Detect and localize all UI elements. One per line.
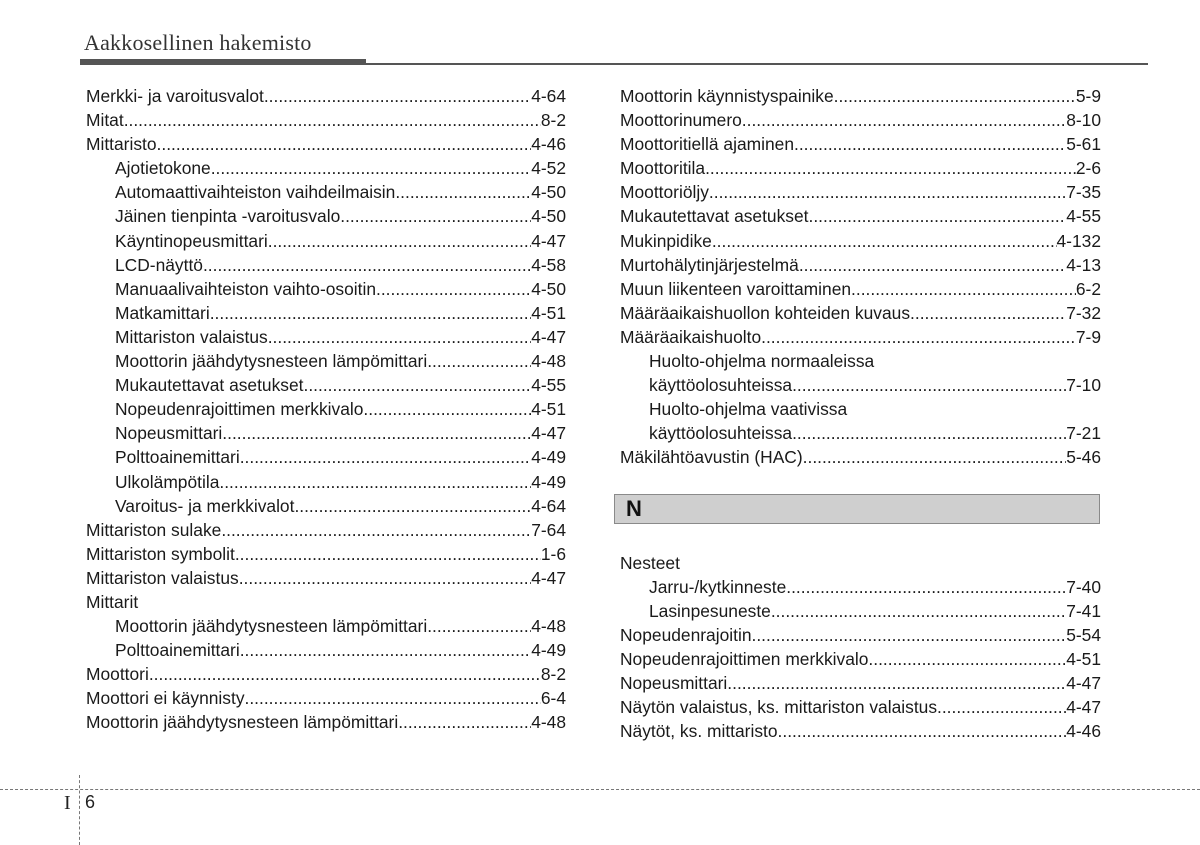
dot-leader [235,542,541,566]
index-entry [620,156,1101,180]
index-page-ref: 4-48 [531,712,566,733]
index-term: Polttoainemittari [115,640,240,661]
dot-leader [834,84,1076,108]
dot-leader [304,373,532,397]
index-page-ref: 7-41 [1066,600,1101,621]
index-subentry [86,373,566,397]
dot-leader [157,132,532,156]
index-term: Mitat [86,110,124,131]
index-entry [620,551,1101,575]
index-page-ref: 4-49 [531,640,566,661]
index-page-ref: 4-64 [531,86,566,106]
header-rule-thick [80,59,366,65]
dot-leader [376,277,531,301]
index-column-right [620,84,1101,743]
index-subentry [86,277,566,301]
index-term: Mukautettavat asetukset [115,375,304,396]
index-page-ref: 4-52 [531,158,566,179]
index-term: Ulkolämpötila [115,471,220,492]
dot-leader [219,470,531,494]
dot-leader [210,301,531,325]
index-subentry [86,470,566,494]
index-page-ref: 4-50 [531,278,566,299]
index-term: Mittariston valaistus [86,567,239,588]
index-page-ref: 4-132 [1056,230,1101,251]
index-subentry [86,253,566,277]
index-entry [620,647,1101,671]
dot-leader [809,204,1067,228]
index-page-ref: 5-9 [1075,86,1101,106]
index-page-ref: 4-47 [1066,697,1101,718]
dot-leader [910,301,1066,325]
dot-leader [786,575,1066,599]
index-page-ref: 7-35 [1066,182,1101,203]
index-term: Mittariston valaistus [115,326,268,347]
index-subentry [620,373,1101,397]
index-entry [86,686,566,710]
index-term: Manuaalivaihteiston vaihto-osoitin [115,278,377,299]
index-page-ref: 4-46 [531,134,566,155]
index-subentry [86,180,566,204]
dot-leader [211,156,531,180]
index-term: Ajotietokone [115,158,211,179]
dot-leader [712,229,1057,253]
dot-leader [705,156,1076,180]
index-entry [86,108,566,132]
index-entry [620,180,1101,204]
section-header-n [614,494,1100,524]
dot-leader [245,686,541,710]
dot-leader [851,277,1076,301]
index-term: Moottoritiellä ajaminen [620,134,794,155]
index-term: Huolto-ohjelma vaativissa [649,399,848,420]
index-term: LCD-näyttö [115,254,203,275]
dot-leader [792,373,1066,397]
index-entry [86,132,566,156]
index-term: Moottori [86,664,149,685]
index-page-ref: 4-48 [531,351,566,372]
index-subentry [86,397,566,421]
index-entry [620,277,1101,301]
footer-section-mark: I [64,792,71,814]
dot-leader [727,671,1066,695]
index-term: Mittaristo [86,134,157,155]
index-page-ref: 2-6 [1075,158,1101,179]
index-entry [620,204,1101,228]
index-term: käyttöolosuhteissa [649,375,793,396]
index-entry [620,695,1101,719]
index-term: Näytöt, ks. mittaristo [620,721,778,742]
index-term: Jarru-/kytkinneste [649,576,787,597]
index-page-ref: 4-64 [531,495,566,516]
index-term: Nopeudenrajoittimen merkkivalo [115,399,364,420]
index-page-ref: 6-4 [540,688,566,709]
index-page-ref: 1-6 [540,543,566,564]
dot-leader [268,325,531,349]
index-page-ref: 5-54 [1066,624,1101,645]
index-entry [86,542,566,566]
index-column-left [86,84,566,735]
index-page-ref: 7-32 [1066,302,1101,323]
index-term: Käyntinopeusmittari [115,230,268,251]
index-entry [620,84,1101,108]
index-page-ref: 7-21 [1066,423,1101,444]
index-term: Lasinpesuneste [649,600,771,621]
index-entry [620,301,1101,325]
index-subentry [620,349,1101,373]
index-page-ref: 7-64 [531,519,566,540]
dot-leader [937,695,1066,719]
dot-leader [792,421,1066,445]
index-page-ref: 4-46 [1066,721,1101,742]
dot-leader [778,719,1067,743]
index-subentry [620,575,1101,599]
index-page-ref: 4-55 [1066,206,1101,227]
index-entry [620,325,1101,349]
index-page-ref: 4-47 [531,567,566,588]
dot-leader [239,566,531,590]
index-page-ref: 8-2 [540,110,566,131]
index-term: Mittariston symbolit [86,543,235,564]
index-term: Huolto-ohjelma normaaleissa [649,351,875,372]
index-term: Matkamittari [115,302,210,323]
index-subentry [86,325,566,349]
dot-leader [395,180,531,204]
index-subentry [86,156,566,180]
index-page-ref: 4-13 [1066,254,1101,275]
dot-leader [340,204,531,228]
index-term: Määräaikaishuolto [620,326,762,347]
dot-leader [761,325,1076,349]
dot-leader [709,180,1066,204]
header-rule-thin [366,63,1148,65]
index-entry [620,445,1101,469]
index-term: Murtohälytinjärjestelmä [620,254,799,275]
dot-leader [268,229,531,253]
dot-leader [427,614,531,638]
dot-leader [294,494,531,518]
index-term: Moottorin jäähdytysnesteen lämpömittari [86,712,399,733]
dot-leader [149,662,541,686]
index-subentry [86,614,566,638]
index-term: Muun liikenteen varoittaminen [620,278,852,299]
index-page-ref: 7-9 [1075,326,1101,347]
index-group-n [620,551,1101,744]
index-entry [86,662,566,686]
index-term: Näytön valaistus, ks. mittariston valaistus [620,697,938,718]
index-page-ref: 4-47 [531,326,566,347]
index-term: Automaattivaihteiston vaihdeilmaisin [115,182,396,203]
dot-leader [794,132,1066,156]
footer-dashed-divider [79,775,80,845]
footer-dashed-rule [0,789,1200,790]
index-page-ref: 7-40 [1066,576,1101,597]
index-term: Mäkilähtöavustin (HAC) [620,447,803,468]
index-subentry [86,301,566,325]
index-subentry [620,599,1101,623]
dot-leader [752,623,1067,647]
index-entry [620,132,1101,156]
page-header-title: Aakkosellinen hakemisto [84,30,312,55]
index-term: Moottorin käynnistyspainike [620,86,834,106]
index-term: Moottorin jäähdytysnesteen lämpömittari [115,616,428,637]
index-page-ref: 6-2 [1075,278,1101,299]
index-term: Moottoritila [620,158,706,179]
index-term: Nopeusmittari [115,423,223,444]
index-group-m [620,84,1101,470]
index-term: Mukinpidike [620,230,712,251]
dot-leader [427,349,531,373]
index-page-ref: 4-47 [531,423,566,444]
index-page-ref: 4-50 [531,182,566,203]
index-page-ref: 4-47 [1066,672,1101,693]
index-entry [620,623,1101,647]
dot-leader [221,518,531,542]
dot-leader [240,638,531,662]
index-page-ref: 5-61 [1066,134,1101,155]
dot-leader [203,253,531,277]
index-page-ref: 4-51 [531,302,566,323]
index-entry [86,518,566,542]
index-subentry [86,204,566,228]
index-page-ref: 4-58 [531,254,566,275]
index-term: Määräaikaishuollon kohteiden kuvaus [620,302,911,323]
index-term: Mukautettavat asetukset [620,206,809,227]
index-subentry [86,494,566,518]
index-subentry [86,229,566,253]
index-subentry [620,397,1101,421]
index-page-ref: 4-49 [531,447,566,468]
index-term: Varoitus- ja merkkivalot [115,495,295,516]
index-term: Nopeudenrajoittimen merkkivalo [620,648,869,669]
index-term: Mittariston sulake [86,519,222,540]
index-term: Jäinen tienpinta -varoitusvalo [115,206,341,227]
index-term: Merkki- ja varoitusvalot [86,86,264,106]
index-page-ref: 4-55 [531,375,566,396]
dot-leader [803,445,1067,469]
index-page-ref: 8-2 [540,664,566,685]
index-entry [620,671,1101,695]
dot-leader [240,445,531,469]
dot-leader [868,647,1066,671]
dot-leader [222,421,531,445]
index-page-ref: 4-49 [531,471,566,492]
dot-leader [771,599,1066,623]
index-entry [86,566,566,590]
index-term: Moottori ei käynnisty [86,688,245,709]
dot-leader [799,253,1066,277]
dot-leader [124,108,541,132]
index-page-ref: 4-50 [531,206,566,227]
index-subentry [86,421,566,445]
index-entry [620,229,1101,253]
index-term: Polttoainemittari [115,447,240,468]
index-subentry [86,445,566,469]
section-letter: N [626,495,642,521]
index-entry [86,84,566,108]
dot-leader [742,108,1066,132]
dot-leader [398,710,531,734]
index-entry [620,719,1101,743]
index-entry [86,590,566,614]
index-page-ref: 5-46 [1066,447,1101,468]
footer-page-number: 6 [85,792,96,812]
index-term: Moottoriöljy [620,182,709,203]
index-subentry [86,638,566,662]
index-page-ref: 8-10 [1066,110,1101,131]
index-entry [620,108,1101,132]
index-page-ref: 4-51 [1066,648,1101,669]
index-term: Moottorin jäähdytysnesteen lämpömittari [115,351,428,372]
index-page-ref: 4-48 [531,616,566,637]
index-page-ref: 4-47 [531,230,566,251]
index-term: Moottorinumero [620,110,742,131]
index-term: käyttöolosuhteissa [649,423,793,444]
index-subentry [620,421,1101,445]
dot-leader [363,397,531,421]
index-term: Nopeudenrajoitin [620,624,752,645]
index-term: Nopeusmittari [620,672,728,693]
index-term: Nesteet [620,552,680,573]
index-entry [86,710,566,734]
index-page-ref: 4-51 [531,399,566,420]
index-subentry [86,349,566,373]
index-entry [620,253,1101,277]
index-page-ref: 7-10 [1066,375,1101,396]
index-term: Mittarit [86,591,139,612]
dot-leader [264,84,531,108]
